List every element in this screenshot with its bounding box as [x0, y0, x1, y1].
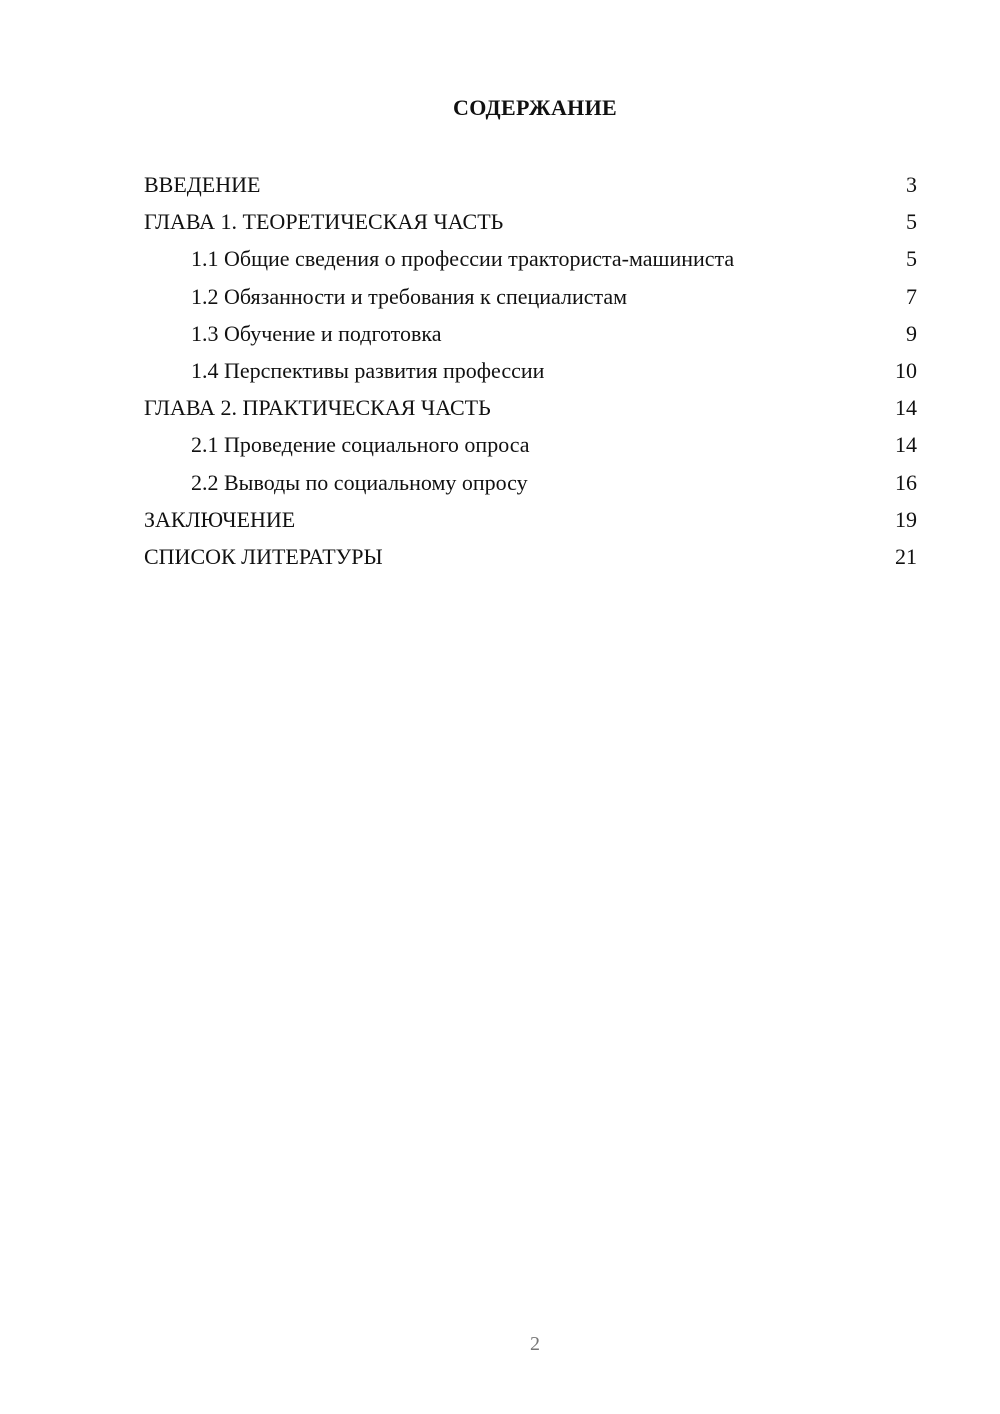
- toc-entry-page: 14: [895, 432, 917, 458]
- toc-entry-section-1-4[interactable]: [144, 352, 917, 389]
- toc-entry-label: 2.1 Проведение социального опроса: [191, 432, 530, 458]
- toc-title: СОДЕРЖАНИЕ: [453, 95, 617, 120]
- toc-entry-introduction[interactable]: [144, 166, 917, 203]
- toc-entry-page: 19: [895, 506, 917, 532]
- toc-entry-section-1-3[interactable]: [144, 315, 917, 352]
- toc-entry-label: ГЛАВА 1. ТЕОРЕТИЧЕСКАЯ ЧАСТЬ: [144, 209, 504, 235]
- toc-entry-label: СПИСОК ЛИТЕРАТУРЫ: [144, 543, 383, 569]
- toc-entry-section-1-2[interactable]: [144, 278, 917, 315]
- toc-entry-label: 1.1 Общие сведения о профессии тракториста-машиниста: [191, 246, 735, 272]
- toc-entry-label: 2.2 Выводы по социальному опросу: [191, 469, 528, 495]
- page-number: 2: [530, 1333, 540, 1355]
- table-of-contents: [144, 166, 917, 575]
- toc-entry-label: 1.4 Перспективы развития профессии: [191, 357, 545, 383]
- toc-entry-page: 5: [906, 246, 917, 272]
- toc-entry-chapter-2[interactable]: [144, 389, 917, 426]
- toc-entry-page: 21: [895, 543, 917, 569]
- toc-entry-section-2-1[interactable]: [144, 426, 917, 463]
- toc-entry-label: ЗАКЛЮЧЕНИЕ: [144, 506, 296, 532]
- toc-entry-label: 1.2 Обязанности и требования к специалистам: [191, 283, 628, 309]
- toc-entry-page: 10: [895, 357, 917, 383]
- toc-entry-page: 14: [895, 395, 917, 421]
- toc-entry-page: 16: [895, 469, 917, 495]
- toc-entry-label: 1.3 Обучение и подготовка: [191, 320, 442, 346]
- toc-entry-label: ГЛАВА 2. ПРАКТИЧЕСКАЯ ЧАСТЬ: [144, 395, 491, 421]
- toc-entry-bibliography[interactable]: [144, 538, 917, 575]
- toc-entry-page: 7: [906, 283, 917, 309]
- toc-entry-page: 3: [906, 172, 917, 197]
- toc-entry-page: 5: [906, 209, 917, 235]
- toc-entry-label: ВВЕДЕНИЕ: [144, 172, 261, 197]
- toc-entry-section-1-1[interactable]: [144, 240, 917, 277]
- toc-entry-section-2-2[interactable]: [144, 464, 917, 501]
- toc-entry-conclusion[interactable]: [144, 501, 917, 538]
- toc-entry-chapter-1[interactable]: [144, 203, 917, 240]
- toc-entry-page: 9: [906, 320, 917, 346]
